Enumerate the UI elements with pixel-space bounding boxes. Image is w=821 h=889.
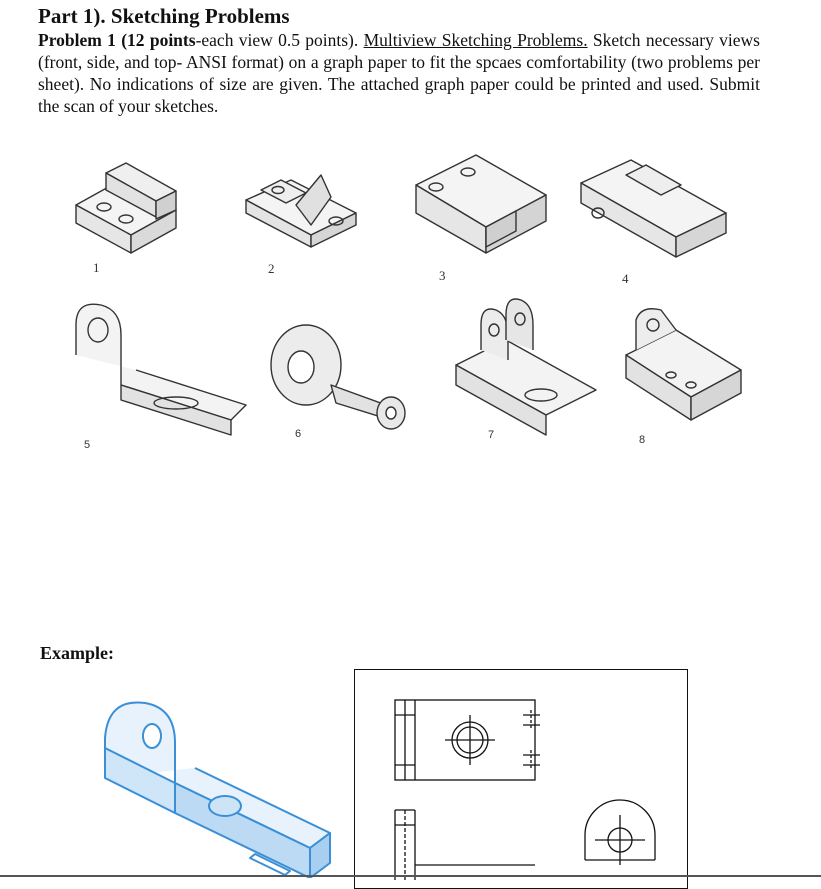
example-isometric-sketch <box>100 688 340 883</box>
figure-number-2: 2 <box>268 261 275 276</box>
example-isometric-svg <box>100 688 340 878</box>
example-multiview-sketch <box>354 669 688 889</box>
sketch-object-8 <box>626 309 741 420</box>
figure-number-6: 6 <box>295 428 302 440</box>
page-title: Part 1). Sketching Problems <box>38 4 290 28</box>
problem-body: Sketch necessary views (front, side, and top- ANSI format) on a graph paper to fit the spcaes comfortability (two problems per sheet). No indications of size are given. The attached graph paper could be printed and used. Submit the scan of your sketches. <box>38 30 760 116</box>
problem-link-text: Multiview Sketching Problems. <box>363 30 588 50</box>
sketch-object-3 <box>416 155 546 253</box>
figure-number-8: 8 <box>639 434 646 446</box>
sketch-object-1 <box>76 163 176 253</box>
problem-points-note: -each view 0.5 points). <box>195 30 364 50</box>
sketch-object-2 <box>246 175 356 247</box>
problem-heading: Problem 1 (12 points <box>38 30 196 50</box>
figure-number-4: 4 <box>622 271 629 286</box>
sketch-object-4 <box>581 160 726 257</box>
sketch-problems-svg <box>36 135 781 470</box>
figure-number-1: 1 <box>93 260 100 275</box>
sketch-object-5 <box>76 304 246 435</box>
sketch-object-7 <box>456 299 596 435</box>
example-multiview-svg <box>355 670 689 880</box>
example-label: Example: <box>40 643 114 663</box>
figure-number-3: 3 <box>439 268 446 283</box>
sketch-object-6 <box>271 325 405 429</box>
figure-number-5: 5 <box>84 439 91 451</box>
sketch-problems-figure <box>36 135 781 470</box>
problem-paragraph <box>38 29 760 117</box>
figure-number-7: 7 <box>488 429 495 441</box>
